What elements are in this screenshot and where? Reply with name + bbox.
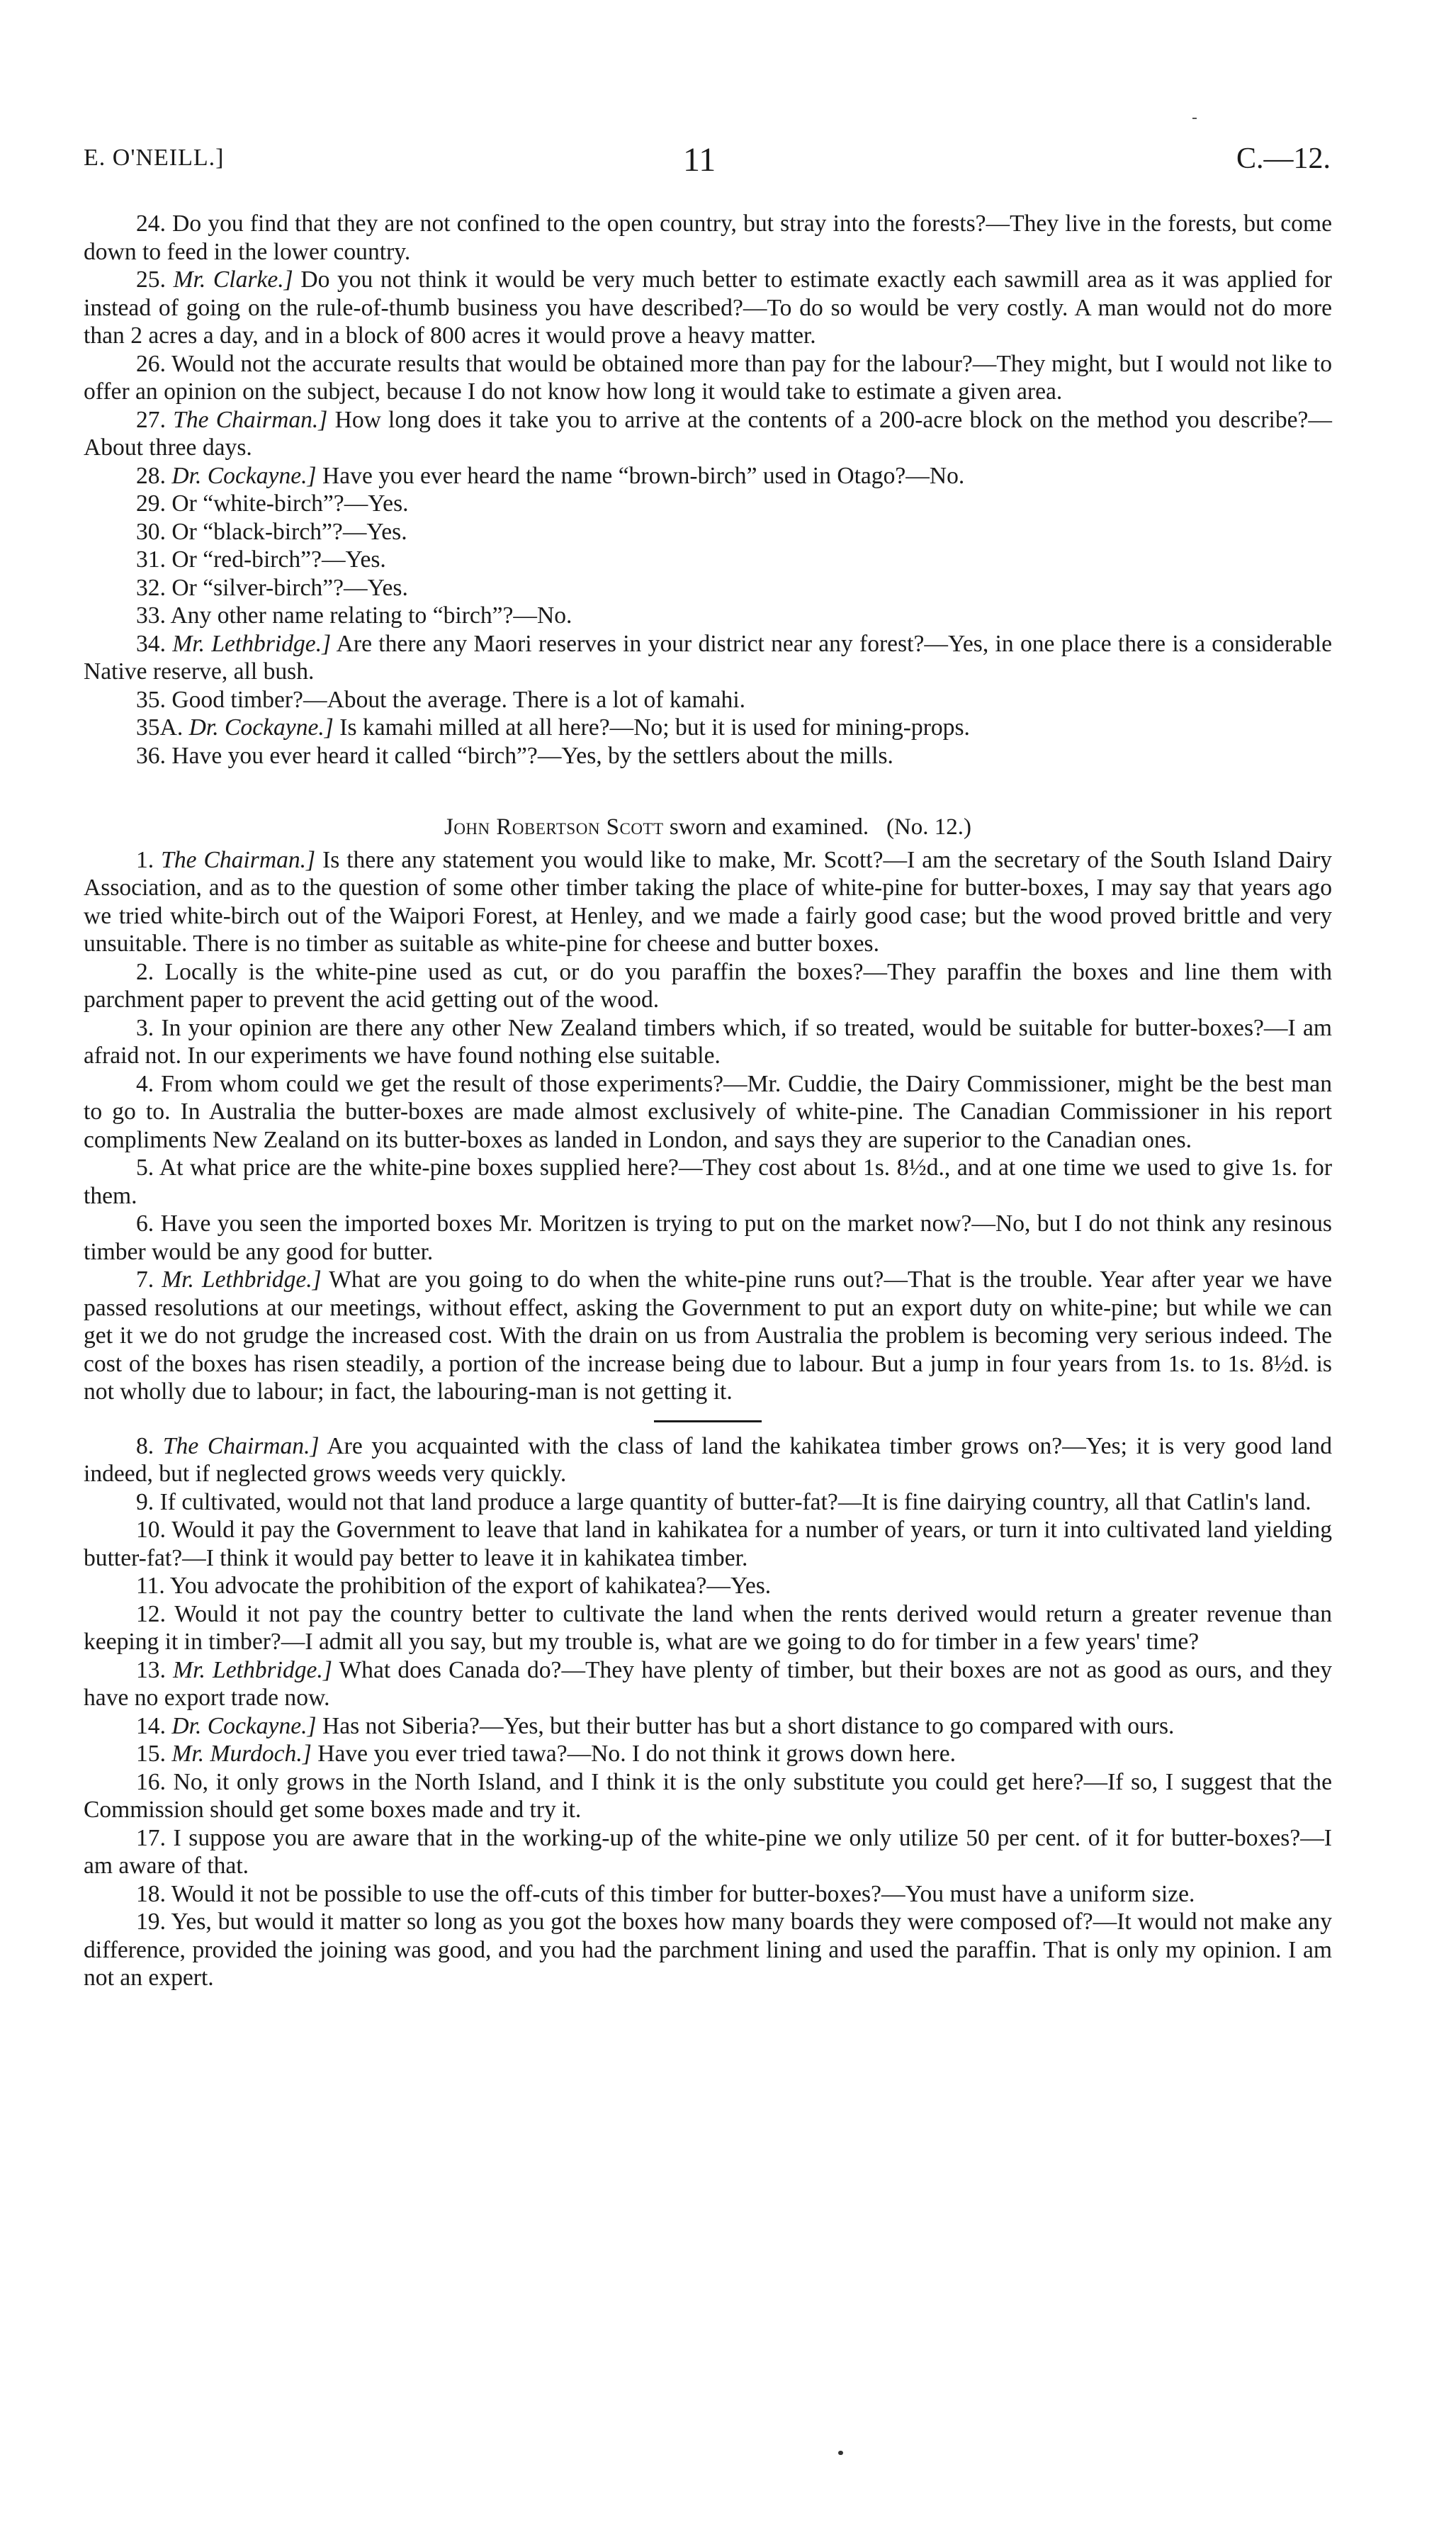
question-paragraph [84,1210,1332,1266]
question-text: Is kamahi milled at all here?—No; but it is used for mining-props. [339,714,970,741]
speaker-name: Mr. Clarke.] [173,266,293,293]
oneill-evidence [84,210,1332,770]
section-divider [654,1420,762,1422]
scan-mark [1192,118,1197,119]
paper-reference: C.—12. [1236,142,1331,175]
speaker-name: Dr. Cockayne.] [171,1712,317,1739]
question-number: 24. [136,210,166,237]
question-paragraph [84,1516,1332,1572]
question-paragraph [84,958,1332,1014]
scott-evidence-part2 [84,1432,1332,1992]
question-text: Locally is the white-pine used as cut, or do you paraffin the boxes?—They paraffin the boxes and line them with parchment paper to prevent the acid getting out of the wood. [84,958,1332,1013]
question-paragraph [84,1740,1332,1768]
question-number: 18. [136,1880,166,1907]
question-text: Would it not pay the country better to cultivate the land when the rents derived would return a greater revenue than keeping it in timber?—I admit all you say, but my trouble is, what are we going to do for timber in a few years' time? [84,1600,1332,1655]
witness-sworn: sworn and examined. [669,814,869,840]
question-paragraph [84,462,1332,490]
header-witness: E. O'NEILL.] [84,145,225,171]
question-paragraph [84,1712,1332,1741]
question-text: Would it not be possible to use the off-cuts of this timber for butter-boxes?—You must have a uniform size. [171,1880,1195,1907]
question-number: 11. [136,1573,165,1599]
question-number: 3. [136,1014,154,1041]
question-paragraph [84,546,1332,574]
question-number: 30. [136,518,166,545]
question-text: Is there any statement you would like to make, Mr. Scott?—I am the secretary of the South Island Dairy Association, and as to the question of some other timber taking the place of white-pine for butter-boxes, I may say that years ago we tried white-birch out of the Waipori Forest, at Henley, and we made a fairly good case; but the wood proved brittle and very unsuitable. There is no timber as suitable as white-pine for cheese and butter boxes. [84,846,1332,957]
speaker-name: Mr. Lethbridge.] [172,630,332,657]
witness-name: John Robertson Scott [444,814,664,840]
question-number: 7. [136,1266,154,1293]
question-text: At what price are the white-pine boxes supplied here?—They cost about 1s. 8½d., and at one time we used to give 1s. for them. [84,1154,1333,1209]
question-text: If cultivated, would not that land produce a large quantity of butter-fat?—It is fine dairying country, all that Catlin's land. [159,1488,1311,1515]
question-text: Or “black-birch”?—Yes. [171,518,407,545]
question-text: In your opinion are there any other New Zealand timbers which, if so treated, would be suitable for butter-boxes?—I am afraid not. In our experiments we have found nothing else suitable. [84,1014,1332,1069]
question-number: 19. [136,1909,166,1935]
question-paragraph [84,686,1332,714]
question-paragraph [84,490,1332,518]
question-text: Have you ever tried tawa?—No. I do not think it grows down here. [317,1741,956,1767]
question-text: Good timber?—About the average. There is a lot of kamahi. [171,686,746,713]
question-number: 26. [136,350,166,377]
question-number: 1. [136,846,154,873]
question-text: Have you ever heard it called “birch”?—Yes, by the settlers about the mills. [171,742,893,769]
witness-number: (No. 12.) [886,814,971,840]
question-text: You advocate the prohibition of the export of kahikatea?—Yes. [169,1573,772,1599]
witness-heading [84,814,1332,842]
question-paragraph [84,574,1332,602]
question-paragraph [84,1488,1332,1517]
question-number: 2. [136,958,154,985]
question-text: Have you seen the imported boxes Mr. Moritzen is trying to put on the market now?—No, but I do not think any resinous timber would be any good for butter. [84,1210,1332,1265]
question-text: Would not the accurate results that would be obtained more than pay for the labour?—They might, but I would not like to offer an opinion on the subject, because I do not know how long it would take to estimate a given area. [84,350,1332,405]
question-paragraph [84,1572,1332,1600]
question-text: Or “silver-birch”?—Yes. [171,574,408,601]
question-paragraph [84,266,1332,350]
question-paragraph [84,1266,1332,1406]
question-text: Would it pay the Government to leave that land in kahikatea for a number of years, or turn it into cultivated land yielding butter-fat?—I think it would pay better to leave it in kahikatea timber. [84,1517,1332,1571]
question-number: 29. [136,490,166,517]
question-number: 36. [136,742,166,769]
question-paragraph [84,1070,1332,1154]
question-paragraph [84,630,1332,686]
speaker-name: Mr. Murdoch.] [171,1741,312,1767]
document-body [84,210,1332,1992]
question-text: Or “red-birch”?—Yes. [171,546,386,573]
question-text: Are you acquainted with the class of land the kahikatea timber grows on?—Yes; it is very good land indeed, but if neglected grows weeds very quickly. [84,1432,1332,1487]
scott-evidence-part1 [84,846,1332,1406]
question-paragraph [84,1768,1332,1824]
question-paragraph [84,1908,1332,1992]
question-paragraph [84,1824,1332,1880]
question-paragraph [84,1014,1332,1070]
question-number: 35. [136,686,166,713]
speaker-name: Mr. Lethbridge.] [173,1656,332,1683]
question-number: 6. [136,1210,154,1237]
question-number: 8. [136,1432,154,1459]
question-text: Has not Siberia?—Yes, but their butter has but a short distance to go compared with ours. [322,1712,1175,1739]
question-paragraph [84,846,1332,958]
question-paragraph [84,350,1332,406]
question-paragraph [84,1600,1332,1656]
question-number: 12. [136,1600,166,1627]
question-paragraph [84,742,1332,770]
question-number: 15. [136,1741,166,1767]
speaker-name: Mr. Lethbridge.] [162,1266,322,1293]
question-number: 16. [136,1768,166,1795]
question-text: From whom could we get the result of those experiments?—Mr. Cuddie, the Dairy Commissioner, might be the best man to go to. In Australia the butter-boxes are made almost exclusively of white-pine. The Canadian Commissioner in his report compliments New Zealand on its butter-boxes as landed in London, and says they are superior to the Canadian ones. [84,1070,1332,1153]
question-text: Do you find that they are not confined to the open country, but stray into the forests?—They live in the forests, but come down to feed in the lower country. [84,210,1332,265]
question-text: No, it only grows in the North Island, and I think it is the only substitute you could get here?—If so, I suggest that the Commission should get some boxes made and try it. [84,1768,1332,1823]
question-paragraph [84,1880,1332,1909]
question-text: Yes, but would it matter so long as you got the boxes how many boards they were composed of?—It would not make any difference, provided the joining was good, and you had the parchment lining and used the paraffin. That is only my opinion. I am not an expert. [84,1909,1332,1991]
question-text: Do you not think it would be very much better to estimate exactly each sawmill area as it was applied for instead of going on the rule-of-thumb business you have described?—To do so would be very costly. A man would not do more than 2 acres a day, and in a block of 800 acres it would prove a heavy matter. [84,266,1332,349]
speaker-name: The Chairman.] [161,846,316,873]
question-text: What does Canada do?—They have plenty of timber, but their boxes are not as good as ours, and they have no export trade now. [84,1656,1332,1711]
question-text: What are you going to do when the white-pine runs out?—That is the trouble. Year after year we have passed resolutions at our meetings, without effect, asking the Government to put an export duty on white-pine; but while we can get it we do not grudge the increased cost. With the drain on us from Australia the problem is becoming very serious indeed. The cost of the boxes has risen steadily, a portion of the increase being due to labour. But a jump in four years from 1s. to 1s. 8½d. is not wholly due to labour; in fact, the labouring-man is not getting it. [84,1266,1332,1405]
question-paragraph [84,406,1332,462]
speaker-name: The Chairman.] [162,1432,320,1459]
speaker-name: Dr. Cockayne.] [188,714,334,741]
question-text: Or “white-birch”?—Yes. [171,490,409,517]
question-number: 25. [136,266,166,293]
question-paragraph [84,1154,1332,1210]
speaker-name: Dr. Cockayne.] [171,462,317,489]
question-number: 17. [136,1824,166,1851]
question-number: 31. [136,546,166,573]
question-paragraph [84,210,1332,266]
question-text: Any other name relating to “birch”?—No. [170,602,572,629]
question-number: 10. [136,1517,166,1543]
question-text: Are there any Maori reserves in your district near any forest?—Yes, in one place there is a considerable Native reserve, all bush. [84,630,1332,685]
question-paragraph [84,602,1332,630]
question-number: 28. [136,462,166,489]
question-number: 33. [136,602,166,629]
question-number: 32. [136,574,166,601]
speaker-name: The Chairman.] [173,406,328,433]
question-text: Have you ever heard the name “brown-birch” used in Otago?—No. [322,462,965,489]
question-number: 13. [136,1656,166,1683]
page-header [84,140,1331,183]
question-number: 5. [136,1154,154,1181]
question-text: I suppose you are aware that in the working-up of the white-pine we only utilize 50 per cent. of it for butter-boxes?—I am aware of that. [84,1824,1332,1879]
ink-dot [838,2451,843,2455]
question-paragraph [84,1432,1332,1488]
question-text: How long does it take you to arrive at the contents of a 200-acre block on the method you describe?—About three days. [84,406,1332,461]
question-paragraph [84,714,1332,742]
question-paragraph [84,518,1332,546]
question-number: 14. [136,1712,166,1739]
question-number: 9. [136,1488,154,1515]
question-number: 27. [136,406,166,433]
question-number: 4. [136,1070,154,1097]
question-number: 34. [136,630,166,657]
page-number: 11 [683,141,716,179]
question-paragraph [84,1656,1332,1712]
question-number: 35A. [136,714,184,741]
